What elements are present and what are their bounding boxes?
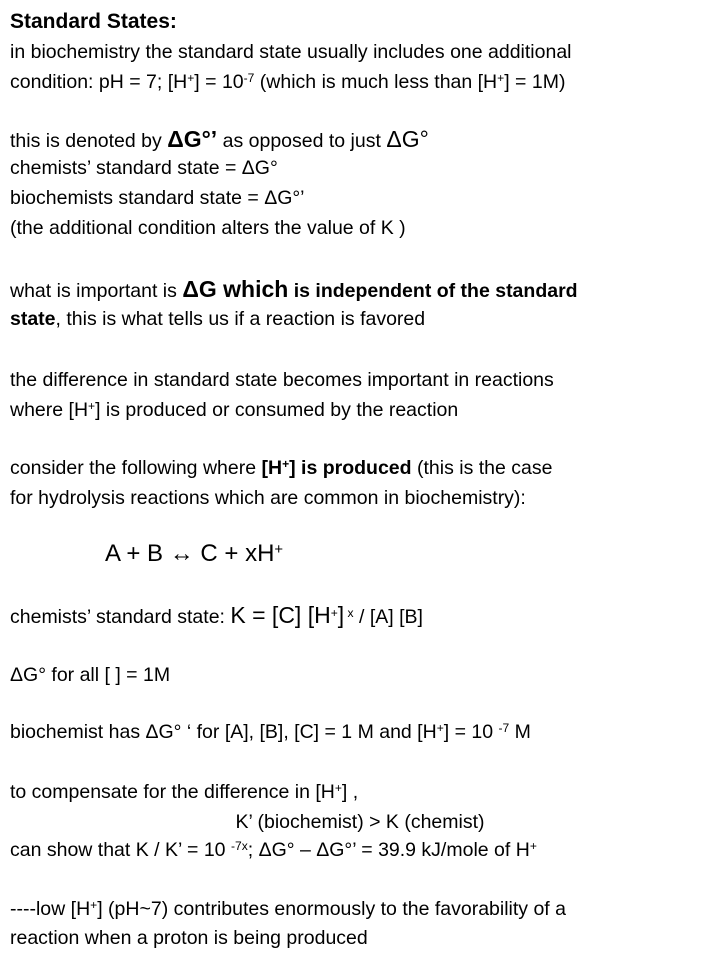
ratio-line: can show that K / K’ = 10 $^{-7x}$; ΔG° – ΔG°’ = 39.9 kJ/mole of H+ bbox=[10, 838, 537, 861]
k-comparison-line: K’ (biochemist) > K (chemist) bbox=[235, 811, 485, 833]
consider-line-1: consider the following where [H+] is produced (this is the case bbox=[10, 456, 553, 479]
biochemists-state-line: biochemists standard state = ΔG°’ bbox=[10, 187, 305, 209]
conclusion-line-1: ----low [H+] (pH~7) contributes enormously to the favorability of a bbox=[10, 897, 566, 920]
difference-line-2: where [H+] is produced or consumed by the reaction bbox=[10, 398, 459, 421]
biochemist-line: biochemist has ΔG° ‘ for [A], [B], [C] = 1 M and [H+] = 10 $^{-7}$ M bbox=[10, 720, 531, 743]
denotation-line: this is denoted by ΔG°’ as opposed to just ΔG° bbox=[10, 126, 429, 152]
intro-line-1: in biochemistry the standard state usually includes one additional bbox=[10, 41, 572, 63]
compensate-line: to compensate for the difference in [H+] , bbox=[10, 780, 359, 803]
chemists-state-line: chemists’ standard state = ΔG° bbox=[10, 157, 278, 179]
page-title: Standard States: bbox=[10, 10, 177, 33]
intro-line-2: condition: pH = 7; $[H^+] = 10^{-7}$ (which is much less than [H+] = 1M) bbox=[10, 70, 566, 93]
consider-line-2: for hydrolysis reactions which are common in biochemistry): bbox=[10, 487, 526, 509]
chemists-k-line: chemists’ standard state: K = [C] [H+] $^x$ / [A] [B] bbox=[10, 602, 423, 628]
importance-line-1: what is important is ΔG which is independent of the standard bbox=[10, 276, 578, 302]
difference-line-1: the difference in standard state becomes important in reactions bbox=[10, 369, 554, 391]
importance-line-2: state, this is what tells us if a reaction is favored bbox=[10, 308, 426, 330]
condition-note: (the additional condition alters the value of K ) bbox=[10, 217, 406, 239]
reaction-equation: A + B ↔ C + xH+ bbox=[105, 540, 284, 567]
conclusion-line-2: reaction when a proton is being produced bbox=[10, 927, 368, 949]
delta-g-line: ΔG° for all [ ] = 1M bbox=[10, 664, 171, 686]
